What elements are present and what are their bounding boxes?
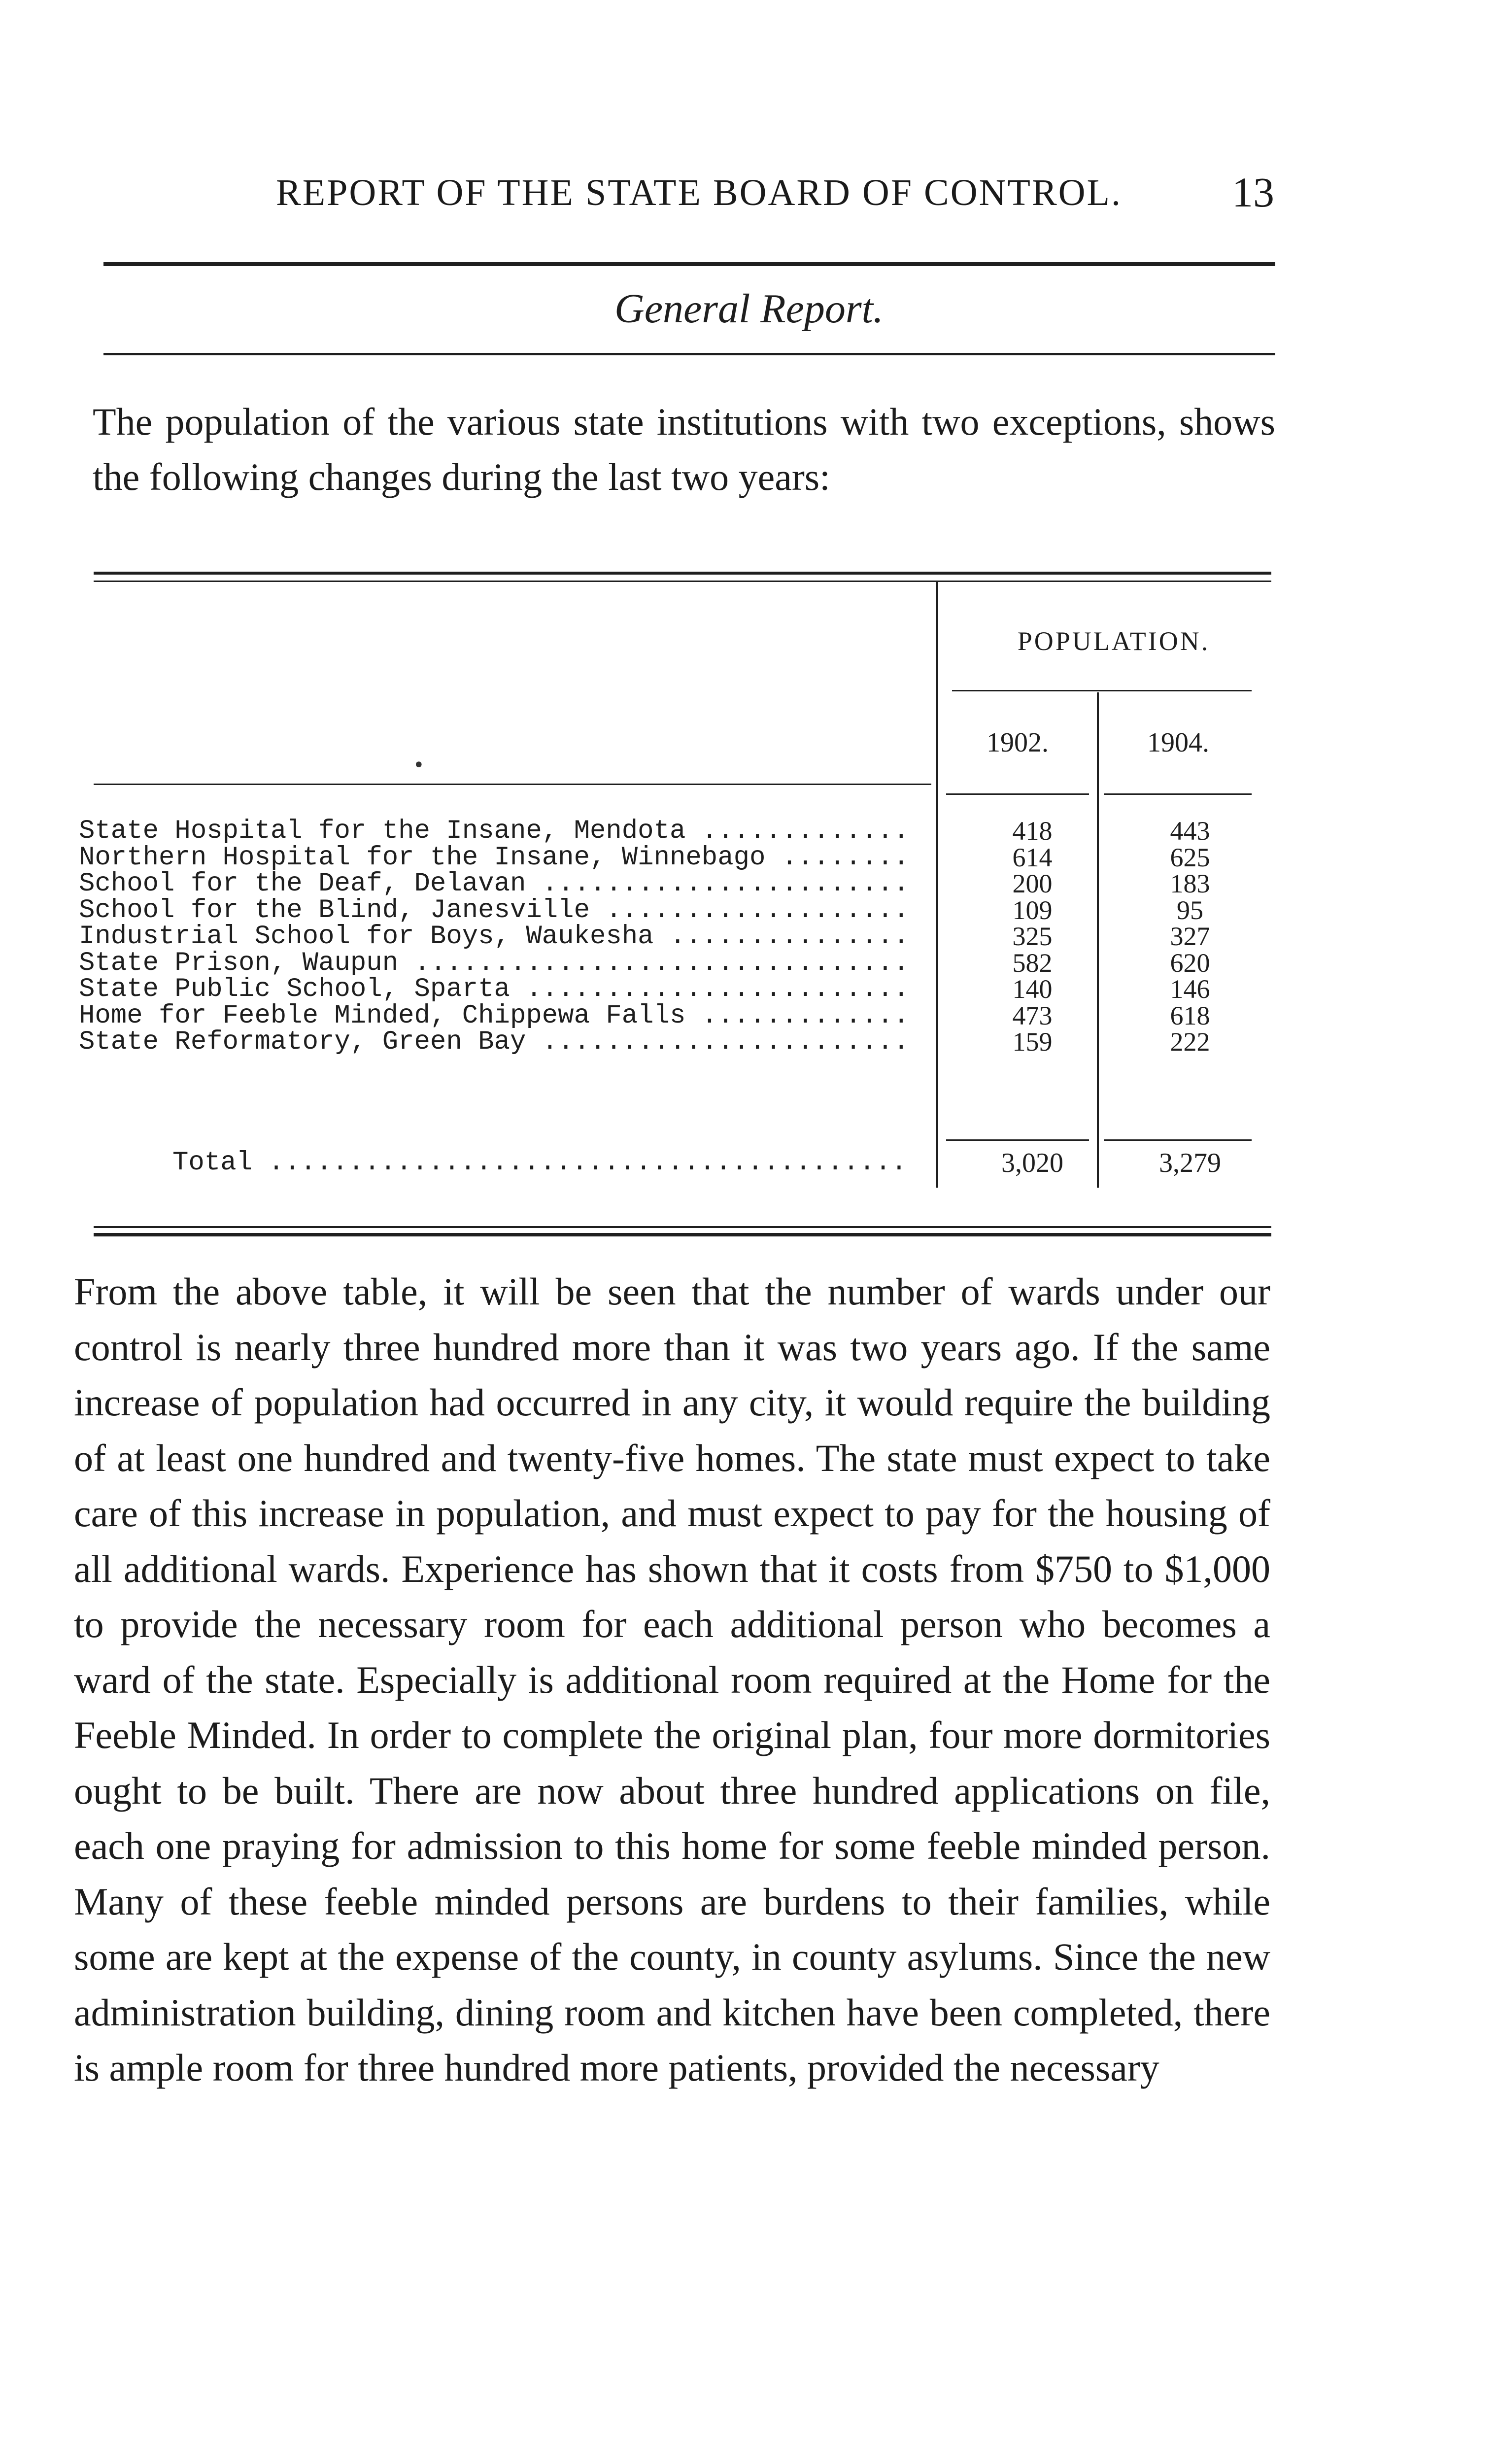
population-1904: 222: [1170, 1027, 1210, 1057]
population-1902: 325: [1012, 922, 1053, 951]
header-rule-1904: [1104, 793, 1252, 795]
institution-name: Industrial School for Boys, Waukesha .....: [79, 924, 912, 950]
institution-name: State Reformatory, Green Bay .....: [79, 1029, 912, 1056]
table-bottom-rule-thick: [94, 1233, 1271, 1236]
year-1902-header: 1902.: [987, 727, 1049, 758]
year-1904-header: 1904.: [1147, 727, 1209, 758]
table-row: [79, 976, 1271, 1003]
table-row: [79, 950, 1271, 977]
table-top-rule: [94, 572, 1271, 575]
table-row: [79, 924, 1271, 950]
header-rule-1902: [946, 793, 1089, 795]
population-1904: 620: [1170, 948, 1210, 978]
section-rule: [103, 353, 1275, 355]
population-1904: 95: [1177, 895, 1203, 925]
header-rule-left: [94, 784, 931, 785]
population-1902: 140: [1012, 974, 1053, 1004]
table-row: [79, 1029, 1271, 1056]
institution-name: State Prison, Waupun .....: [79, 950, 912, 977]
intro-paragraph: The population of the various state institutions with two exceptions, shows the following changes during the last two years:: [93, 400, 1275, 498]
population-1904: 146: [1170, 974, 1210, 1004]
population-1902: 109: [1012, 895, 1053, 925]
population-1902: 582: [1012, 948, 1053, 978]
total-1902: 3,020: [1001, 1148, 1063, 1178]
institution-name: State Public School, Sparta .....: [79, 976, 912, 1003]
total-row: [79, 1143, 1271, 1183]
institution-name: State Hospital for the Insane, Mendota .....: [79, 818, 912, 845]
institution-name: Northern Hospital for the Insane, Winnebago .....: [79, 845, 912, 871]
population-table: [79, 572, 1271, 1252]
total-1904: 3,279: [1159, 1148, 1221, 1178]
table-row: [79, 842, 1271, 872]
section-title: General Report.: [614, 286, 884, 332]
table-row: [79, 871, 1271, 897]
population-1902: 200: [1012, 869, 1053, 898]
institution-name: Home for Feeble Minded, Chippewa Falls .....: [79, 1003, 912, 1029]
body-paragraph: From the above table, it will be seen that the number of wards under our control is nearly three hundred more than it was two years ago. If the same increase of population had occurred in any city, it would require the building of at least one hundred and twenty-five homes. The state must expect to take care of this increase in population, and must expect to pay for the housing of all additional wards. Experience has shown that it costs from $750 to $1,000 to provide the necessary room for each additional person who becomes a ward of the state. Especially is additional room required at the Home for the Feeble Minded. In order to complete the original plan, four more dormitories ought to be built. There are now about three hundred applications on file, each one praying for admission to this home for some feeble minded person. Many of these feeble minded persons are burdens to their families, while some are kept at the expense of the county, in county asylums. Since the new administration building, dining room and kitchen have been completed, there is ample room for three hundred more patients, provided the necessary: [74, 1270, 1270, 2089]
header-rule: [103, 262, 1275, 266]
table-row: [79, 1000, 1271, 1030]
population-1902: 614: [1012, 842, 1053, 872]
page-number: 13: [1232, 169, 1274, 216]
institution-name: School for the Deaf, Delavan .....: [79, 871, 912, 897]
table-row: [79, 818, 1271, 845]
table-row: [79, 897, 1271, 924]
total-rule-1902: [946, 1139, 1089, 1141]
population-1904: 327: [1170, 922, 1210, 951]
population-1904: 618: [1170, 1000, 1210, 1030]
population-1902: 473: [1012, 1000, 1053, 1030]
institution-name: School for the Blind, Janesville .....: [79, 897, 912, 924]
population-1904: 443: [1170, 816, 1210, 846]
total-rule-1904: [1104, 1139, 1252, 1141]
table-bottom-rule: [94, 1226, 1271, 1228]
population-1904: 183: [1170, 869, 1210, 898]
running-title: REPORT OF THE STATE BOARD OF CONTROL.: [276, 172, 1122, 213]
population-1902: 418: [1012, 816, 1053, 846]
table-top-rule-thin: [94, 581, 1271, 582]
population-1902: 159: [1012, 1027, 1053, 1057]
population-header: POPULATION.: [1017, 626, 1210, 656]
population-1904: 625: [1170, 842, 1210, 872]
table-body: [79, 818, 1271, 1056]
population-underline: [952, 690, 1252, 691]
total-label: Total .....: [172, 1143, 912, 1183]
stray-mark: •: [413, 754, 425, 777]
